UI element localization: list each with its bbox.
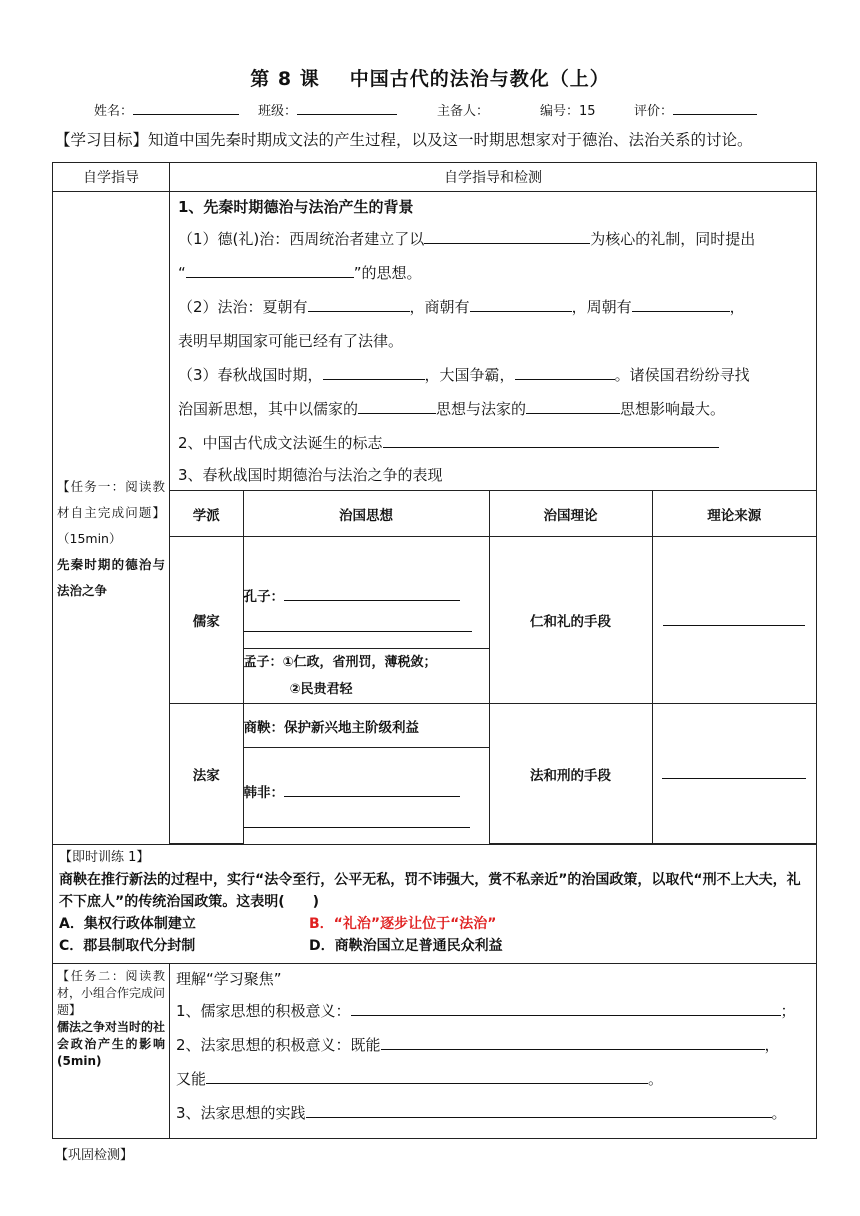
- learning-goal: 【学习目标】知道中国先秦时期成文法的产生过程，以及这一时期思想家对于德治、法治关系的讨论。: [55, 131, 753, 149]
- hanfei-label: 韩非：: [243, 784, 284, 801]
- section1-title: 1、先秦时期德治与法治产生的背景: [178, 198, 414, 216]
- task2-q3: [176, 1096, 810, 1130]
- blank[interactable]: [323, 365, 425, 380]
- blank[interactable]: [351, 1001, 781, 1016]
- legalist-theory: 法和刑的手段: [489, 704, 652, 844]
- class-label: 班级：: [258, 104, 298, 119]
- school-comparison-table: [170, 490, 816, 844]
- col-header-thought: 治国思想: [243, 491, 489, 537]
- class-field[interactable]: [258, 100, 397, 119]
- text: 2、中国古代成文法诞生的标志: [178, 434, 383, 452]
- blank[interactable]: [470, 297, 572, 312]
- text: 又能: [176, 1070, 207, 1088]
- confucius-blank[interactable]: [284, 586, 460, 601]
- text: （1）德(礼)治：西周统治者建立了以: [178, 230, 425, 248]
- text: ；: [780, 1002, 796, 1020]
- name-blank[interactable]: [133, 102, 239, 115]
- task2-content: [170, 964, 817, 1139]
- mencius-line-1: 孟子：①仁政，省刑罚，薄税敛；: [243, 655, 437, 670]
- training-question: 商鞅在推行新法的过程中，实行“法令至行，公平无私，罚不讳强大，赏不私亲近”的治国政策，以取代“刑不上大夫，礼不下庶人”的传统治国政策。这表明( ): [59, 872, 801, 910]
- task2-label: 【任务二：阅读教材，小组合作完成问题】: [57, 969, 166, 1017]
- eval-label: 评价：: [634, 104, 674, 119]
- text: ，周朝有: [571, 298, 632, 316]
- lesson-number: 第 8 课: [250, 68, 320, 90]
- confucian-source-cell: [652, 537, 816, 704]
- hanfei-blank[interactable]: [284, 782, 460, 797]
- blank[interactable]: [381, 1035, 765, 1050]
- eval-blank[interactable]: [673, 102, 757, 115]
- task1-left: [53, 192, 170, 845]
- option-d[interactable]: D．商鞅治国立足普通民众利益: [309, 938, 503, 954]
- eval-field[interactable]: [634, 100, 757, 119]
- blank[interactable]: [358, 399, 436, 414]
- blank[interactable]: [308, 297, 410, 312]
- section3-title: 3、春秋战国时期德治与法治之争的表现: [178, 466, 443, 484]
- task2-q2b: [176, 1062, 810, 1096]
- text: ”的思想。: [353, 264, 422, 282]
- mencius-cell: [243, 649, 489, 704]
- training-label: 【即时训练 1】: [59, 850, 150, 865]
- consolidation-heading: 【巩固检测】: [55, 1148, 134, 1163]
- text: 。: [648, 1070, 664, 1088]
- option-c[interactable]: C．郡县制取代分封制: [59, 938, 196, 954]
- confucius-cell: [243, 537, 489, 649]
- confucius-label: 孔子：: [243, 589, 284, 605]
- mencius-line-2: ②民贵君轻: [289, 682, 353, 697]
- text: 思想与法家的: [436, 400, 527, 418]
- preparer-label: 主备人：: [437, 104, 490, 119]
- page-title: [0, 64, 860, 91]
- section1-line-c2: [178, 392, 808, 426]
- study-table: [52, 162, 817, 1139]
- blank[interactable]: [206, 1069, 648, 1084]
- lesson-title: 中国古代的法治与教化（上）: [349, 68, 610, 90]
- training-block: [53, 845, 817, 964]
- task1-label: 【任务一：阅读教材自主完成问题】（15min）: [57, 479, 165, 546]
- name-label: 姓名：: [94, 104, 134, 119]
- section1-line-c1: [178, 358, 808, 392]
- text: ，商朝有: [409, 298, 470, 316]
- section1-line-a2: [178, 256, 808, 290]
- section2-line: [178, 426, 808, 460]
- task2-left: [53, 964, 170, 1139]
- hanfei-cell: [243, 748, 489, 844]
- blank[interactable]: [424, 229, 590, 244]
- section1-line-b1: [178, 290, 808, 324]
- text: 治国新思想，其中以儒家的: [178, 400, 359, 418]
- task2-title: 儒法之争对当时的社会政治产生的影响(5min): [57, 1020, 166, 1068]
- hanfei-blank-2[interactable]: [244, 813, 470, 828]
- number-label: 编号：15: [540, 104, 596, 119]
- task2-q1: [176, 994, 810, 1028]
- col-header-theory: 治国理论: [489, 491, 652, 537]
- col-header-school: 学派: [170, 491, 243, 537]
- text: ，: [764, 1036, 780, 1054]
- text: 思想影响最大。: [620, 400, 726, 418]
- text: 。诸侯国君纷纷寻找: [614, 366, 750, 384]
- blank[interactable]: [632, 297, 730, 312]
- task2-q2: [176, 1028, 810, 1062]
- section1-line-b2: 表明早期国家可能已经有了法律。: [178, 332, 404, 350]
- header-guide: 自学指导: [53, 163, 170, 192]
- blank[interactable]: [515, 365, 615, 380]
- training-options: [59, 913, 810, 957]
- text: （3）春秋战国时期，: [178, 366, 323, 384]
- task2-intro: 理解“学习聚焦”: [176, 970, 282, 988]
- confucian-source-blank[interactable]: [663, 611, 805, 626]
- blank[interactable]: [186, 263, 354, 278]
- text: ，: [729, 298, 745, 316]
- name-field[interactable]: [94, 100, 239, 119]
- school-confucian: 儒家: [170, 537, 243, 704]
- text: 。: [771, 1104, 787, 1122]
- header-guide-check: 自学指导和检测: [170, 163, 817, 192]
- text: （2）法治：夏朝有: [178, 298, 308, 316]
- confucian-theory: 仁和礼的手段: [489, 537, 652, 704]
- option-a[interactable]: A．集权行政体制建立: [59, 916, 196, 932]
- text: “: [178, 264, 186, 282]
- task1-title: 先秦时期的德治与法治之争: [57, 557, 165, 598]
- text: 1、儒家思想的积极意义：: [176, 1002, 351, 1020]
- class-blank[interactable]: [297, 102, 397, 115]
- confucius-blank-2[interactable]: [244, 617, 472, 632]
- col-header-source: 理论来源: [652, 491, 816, 537]
- text: ，大国争霸，: [424, 366, 515, 384]
- legalist-source-blank[interactable]: [662, 764, 806, 779]
- shangyang-cell: 商鞅：保护新兴地主阶级利益: [243, 704, 489, 748]
- text: 2、法家思想的积极意义：既能: [176, 1036, 381, 1054]
- blank[interactable]: [526, 399, 620, 414]
- blank[interactable]: [306, 1103, 772, 1118]
- text: 为核心的礼制，同时提出: [590, 230, 756, 248]
- school-legalist: 法家: [170, 704, 243, 844]
- blank[interactable]: [383, 433, 719, 448]
- text: 3、法家思想的实践: [176, 1104, 306, 1122]
- legalist-source-cell: [652, 704, 816, 844]
- task1-content: [170, 192, 817, 845]
- section1-line-a1: [178, 222, 808, 256]
- option-b[interactable]: B．“礼治”逐步让位于“法治”: [309, 916, 497, 932]
